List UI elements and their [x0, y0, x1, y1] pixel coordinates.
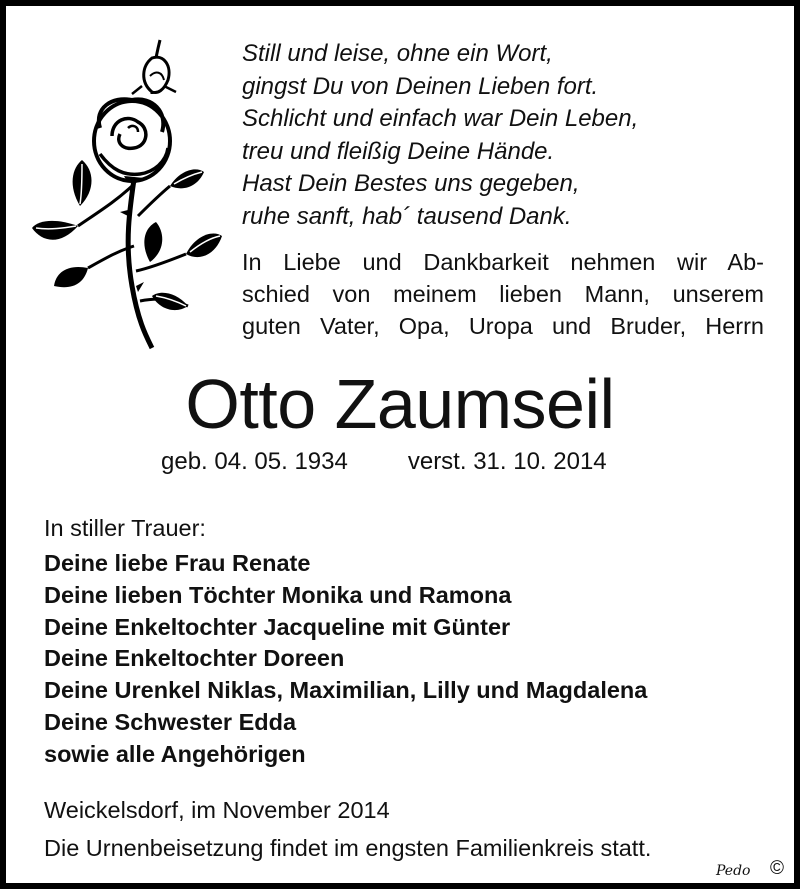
list-item: sowie alle Angehörigen: [44, 740, 306, 767]
intro-line: guten Vater, Opa, Uropa und Bruder, Herrn: [242, 313, 764, 339]
list-item: Deine liebe Frau Renate: [44, 550, 311, 576]
intro-line: In Liebe und Dankbarkeit nehmen wir Ab-: [242, 249, 764, 275]
intro-line: schied von meinem lieben Mann, unserem: [242, 281, 764, 307]
list-item: Deine Urenkel Niklas, Maximilian, Lilly und Magdalena: [44, 677, 648, 704]
designer-signature: Pedo: [716, 863, 751, 879]
poem-line: ruhe sanft, hab´ tausend Dank.: [242, 202, 572, 230]
place-date: Weickelsdorf, im November 2014: [44, 797, 390, 823]
list-item: Deine Enkeltochter Jacqueline mit Günter: [44, 613, 511, 640]
copyright-icon: ©: [770, 858, 784, 879]
poem-line: gingst Du von Deinen Lieben fort.: [242, 72, 599, 100]
poem-line: Hast Dein Bestes uns gegeben,: [242, 170, 580, 197]
poem-line: treu und fleißig Deine Hände.: [242, 137, 555, 165]
list-item: Deine Schwester Edda: [44, 708, 297, 735]
rose-icon: [28, 36, 224, 352]
list-item: Deine lieben Töchter Monika und Ramona: [44, 581, 512, 608]
life-dates: [161, 446, 607, 478]
poem-line: Still und leise, ohne ein Wort,: [242, 40, 553, 67]
list-item: Deine Enkeltochter Doreen: [44, 645, 345, 672]
mourners-list: [44, 548, 647, 771]
birth-date: geb. 04. 05. 1934: [161, 448, 348, 475]
burial-notice: Die Urnenbeisetzung findet im engsten Familienkreis statt.: [44, 835, 652, 861]
mourning-title: In stiller Trauer:: [44, 515, 206, 541]
death-date: verst. 31. 10. 2014: [407, 448, 607, 475]
intro-text: [242, 246, 764, 342]
deceased-name: Otto Zaumseil: [185, 365, 615, 443]
poem-line: Schlicht und einfach war Dein Leben,: [242, 105, 639, 132]
poem: [242, 38, 762, 233]
